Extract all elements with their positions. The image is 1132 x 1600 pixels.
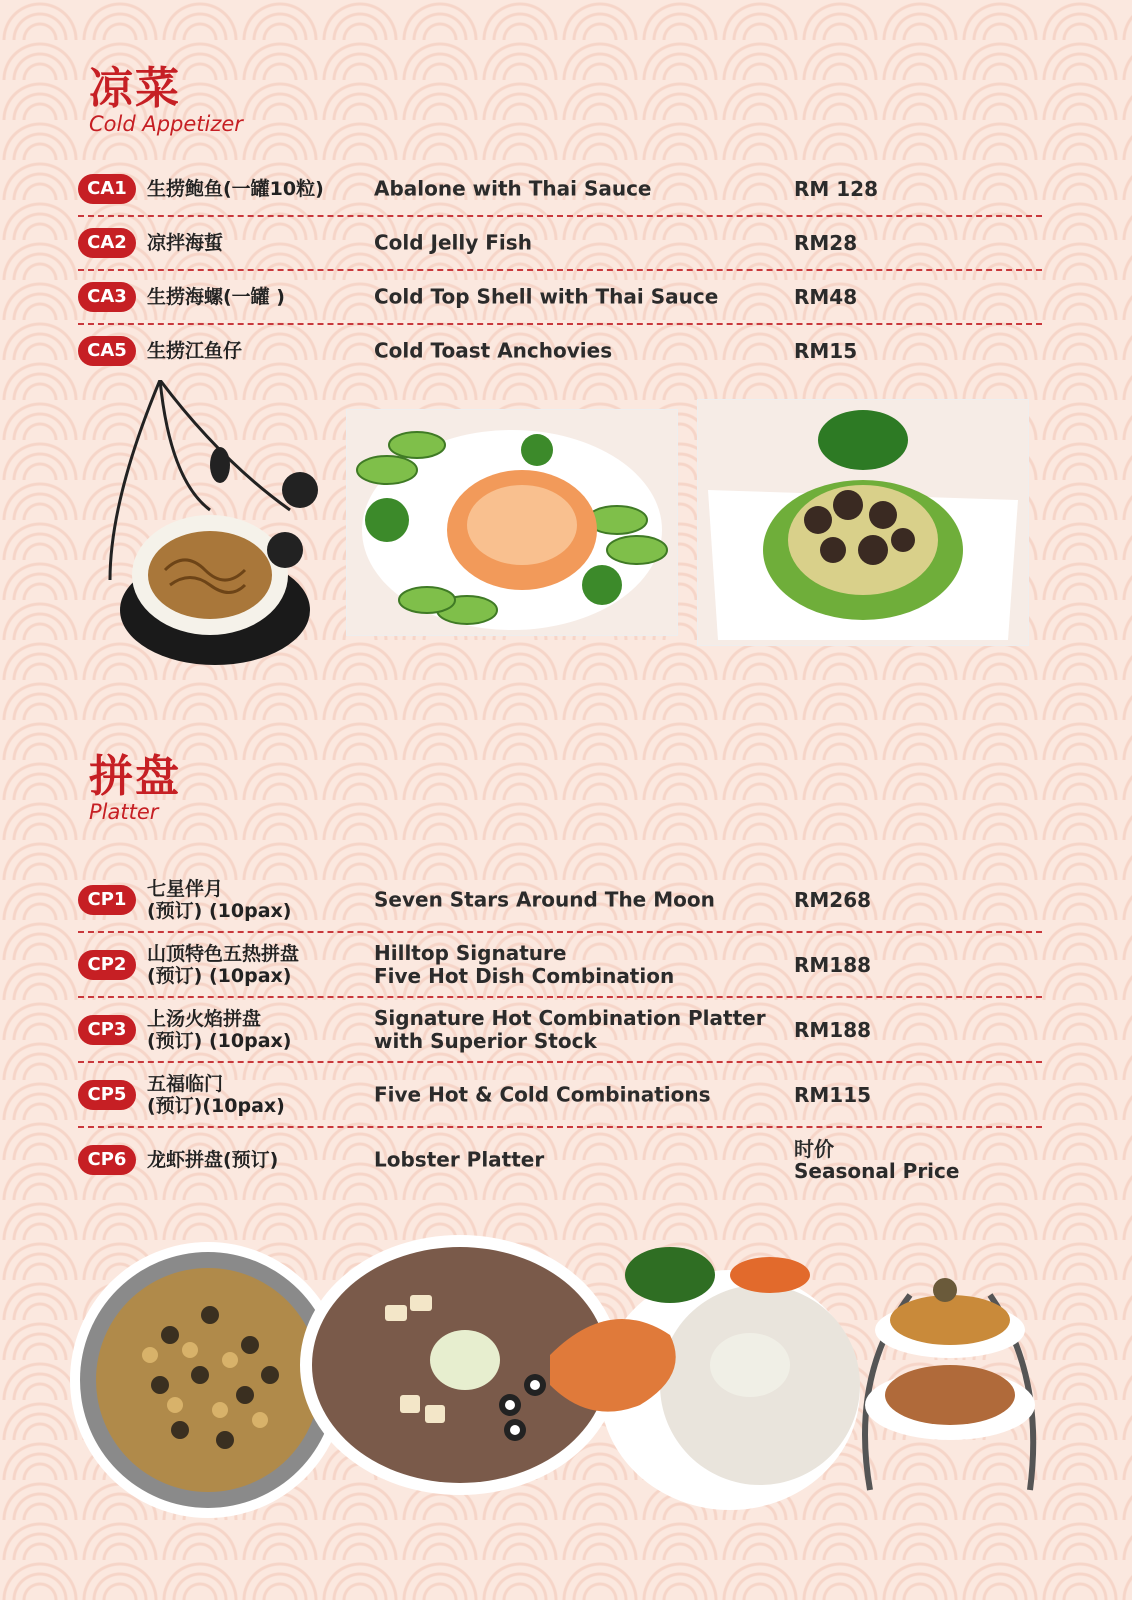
- platter-list: [78, 868, 1042, 1191]
- item-name-en: Seven Stars Around The Moon: [374, 887, 715, 911]
- item-name-en: Cold Top Shell with Thai Sauce: [374, 284, 719, 309]
- item-name-en: Lobster Platter: [374, 1147, 545, 1171]
- item-code: CP2: [78, 950, 136, 980]
- item-price: RM15: [794, 339, 858, 363]
- item-price: 时价 Seasonal Price: [794, 1136, 960, 1183]
- item-name-cn: 生捞江鱼仔: [147, 340, 243, 362]
- platter-header: [89, 752, 181, 824]
- top-shell-salad-photo: [698, 400, 1028, 645]
- item-price: RM268: [794, 887, 872, 912]
- menu-item[interactable]: [78, 868, 1042, 933]
- item-price: RM28: [794, 231, 858, 255]
- menu-item[interactable]: [78, 1128, 1042, 1191]
- item-name-cn: 凉拌海蜇: [147, 232, 224, 254]
- item-price: RM188: [794, 952, 872, 977]
- menu-item[interactable]: [78, 325, 1042, 377]
- noodle-bowl-photo: [100, 380, 330, 680]
- item-name-cn: 五福临门 (预订)(10pax): [147, 1072, 285, 1117]
- menu-item[interactable]: [78, 163, 1042, 217]
- cold-appetizer-title-cn: 凉菜: [89, 63, 181, 114]
- menu-item[interactable]: [78, 217, 1042, 271]
- menu-item[interactable]: [78, 271, 1042, 325]
- tiered-stand-photo: [865, 1278, 1035, 1490]
- item-code: CP1: [78, 885, 136, 915]
- platter-title-cn: 拼盘: [89, 751, 181, 802]
- item-name-cn: 上汤火焰拼盘 (预订) (10pax): [147, 1007, 292, 1052]
- item-code: CP5: [78, 1080, 136, 1110]
- item-code: CA1: [78, 174, 136, 204]
- lobster-platter-photo: [550, 1247, 860, 1510]
- cold-appetizer-title-en: Cold Appetizer: [89, 112, 243, 136]
- item-name-cn: 生捞海螺(一罐 ): [147, 286, 285, 308]
- item-name-en: Hilltop Signature Five Hot Dish Combination: [374, 940, 675, 988]
- item-code: CP3: [78, 1015, 136, 1045]
- item-price: RM48: [794, 285, 858, 309]
- item-name-en: Cold Jelly Fish: [374, 230, 532, 255]
- item-name-en: Abalone with Thai Sauce: [374, 176, 652, 201]
- item-price: RM115: [794, 1082, 872, 1107]
- platter-photos: [70, 1235, 1060, 1540]
- item-name-en: Signature Hot Combination Platter with Superior Stock: [374, 1005, 766, 1053]
- menu-item[interactable]: [78, 933, 1042, 998]
- item-price: RM 128: [794, 177, 879, 201]
- item-name-en: Cold Toast Anchovies: [374, 338, 613, 363]
- menu-item[interactable]: [78, 1063, 1042, 1128]
- item-code: CP6: [78, 1145, 136, 1175]
- item-name-cn: 山顶特色五热拼盘 (预订) (10pax): [147, 942, 300, 987]
- item-code: CA5: [78, 336, 136, 366]
- item-name-cn: 生捞鲍鱼(一罐10粒): [147, 178, 324, 200]
- cold-appetizer-header: [89, 64, 243, 136]
- item-name-en: Five Hot & Cold Combinations: [374, 1082, 711, 1106]
- item-code: CA2: [78, 228, 136, 258]
- menu-item[interactable]: [78, 998, 1042, 1063]
- platter-title-en: Platter: [89, 800, 159, 824]
- item-name-cn: 龙虾拼盘(预订): [147, 1148, 279, 1171]
- jellyfish-salad-photo: [347, 410, 677, 635]
- item-code: CA3: [78, 282, 136, 312]
- cold-appetizer-list: [78, 163, 1042, 377]
- item-price: RM188: [794, 1017, 872, 1042]
- item-name-cn: 七星伴月 (预订) (10pax): [147, 877, 292, 922]
